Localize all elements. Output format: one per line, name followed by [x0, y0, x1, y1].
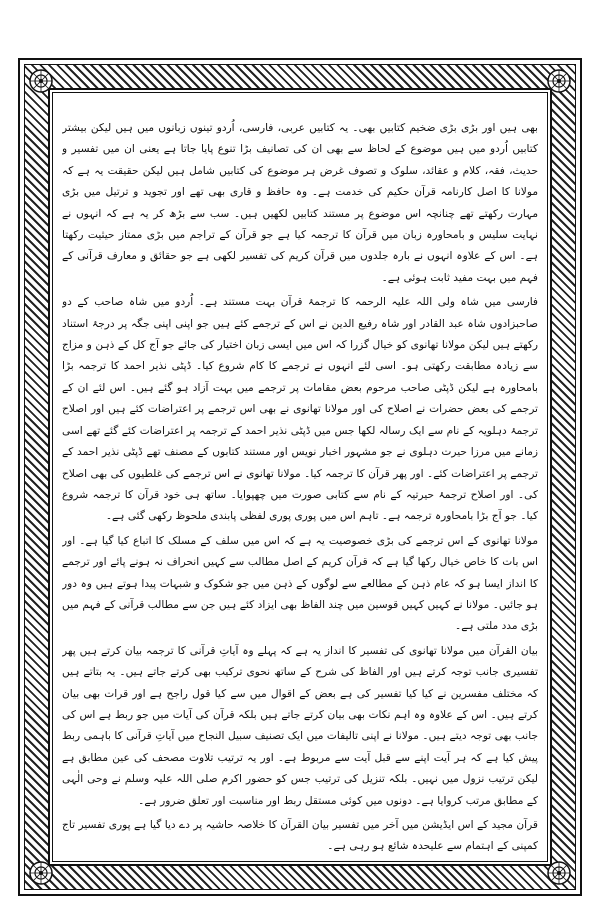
urdu-text-body [62, 118, 538, 858]
paragraph: بیان القرآن میں مولانا تھانوی کی تفسیر کا انداز یہ ہے کہ پہلے وہ آیاتِ قرآنی کا ترجمہ بیان کرتے ہیں پھر تفسیری جانب توجہ کرتے ہیں اور الفاظ کی شرح کے ساتھ نحوی ترکیب بھی کرتے جاتے ہیں۔ یہ بتاتے ہیں کہ مختلف مفسرین نے کیا کیا تفسیر کی ہے بعض کے اقوال میں سے کیا قول راجح ہے اور قرات بھی بیان کرتے ہیں۔ اس کے علاوہ وہ اہم نکات بھی بیان کرتے جاتے ہیں بلکہ قرآن کی آیات میں جو ربط ہے اس کی جانب بھی توجہ دیتے ہیں۔ مولانا نے اپنی تالیفات میں ایک تصنیف سبیل النجاح میں آیاتِ قرآنی کا باہمی ربط پیش کیا ہے کہ ہر آیت اپنے سے قبل آیت سے مربوط ہے۔ اور یہ ترتیب تلاوت مصحف کی عین مطابق ہے لیکن ترتیب نزول میں نہیں۔ بلکہ تنزیل کی ترتیب جس کو حضور اکرم صلی اللہ علیہ وسلم نے وحی الٰہی کے مطابق مرتب کروایا ہے۔ دونوں میں کوئی مستقل ربط اور مناسبت اور تعلق ضرور ہے۔ [62, 644, 538, 807]
paragraph: بھی ہیں اور بڑی بڑی ضخیم کتابیں بھی۔ یہ کتابیں عربی، فارسی، اُردو تینوں زبانوں میں ہیں لیکن بیشتر کتابیں اُردو میں ہیں موضوع کے لحاظ سے بھی ان کی تصانیف بڑا تنوع پایا جاتا ہے یعنی ان میں تفسیر و حدیث، فقہ، کلام و عقائد، سلوک و تصوف غرض ہر موضوع کی کتابیں شامل ہیں لیکن حقیقت یہ ہے کہ مولانا کا اصل کارنامہ قرآن حکیم کی خدمت ہے۔ وہ حافظ و قاری بھی تھے اور تجوید و ترتیل میں بڑی مہارت رکھتے تھے چنانچہ اس موضوع پر مستند کتابیں لکھیں ہیں۔ سب سے بڑھ کر یہ ہے کہ انہوں نے نہایت سلیس و بامحاورہ زبان میں قرآن کا ترجمہ کیا ہے جو قرآن کے تراجم میں بڑی ممتاز حیثیت رکھتا ہے۔ اس کے علاوہ انہوں نے بارہ جلدوں میں قرآن کریم کی تفسیر لکھی ہے جو حقائق و معارف قرآنی کے فہم میں بہت مفید ثابت ہوئی ہے۔ [62, 122, 538, 284]
paragraph: مولانا تھانوی کے اس ترجمے کی بڑی خصوصیت یہ ہے کہ اس میں سلف کے مسلک کا اتباع کیا گیا ہے۔ اور اس بات کا خاص خیال رکھا گیا ہے کہ قرآن کریم کے اصل مطالب سے کہیں انحراف نہ ہونے پائے اور ترجمے کا انداز ایسا ہو کہ عام ذہن کے مطالعے سے لوگوں کے ذہن میں جو شکوک و شبہات پیدا ہوتے ہیں وہ دور ہو جائیں۔ مولانا نے کہیں کہیں قوسین میں چند الفاظ بھی ایزاد کئے ہیں جن سے مطالب قرآنی کے فہم میں بڑی مدد ملتی ہے۔ [62, 534, 538, 633]
paragraph: قرآن مجید کے اس ایڈیشن میں آخر میں تفسیر بیان القرآن کا خلاصہ حاشیہ پر دے دیا گیا ہے پوری تفسیر تاج کمپنی کے اہتمام سے علیحدہ شائع ہو رہی ہے۔ [62, 819, 538, 853]
paragraph: فارسی میں شاہ ولی اللہ علیہ الرحمہ کا ترجمۂ قرآن بہت مستند ہے۔ اُردو میں شاہ صاحب کے دو صاحبزادوں شاہ عبد القادر اور شاہ رفیع الدین نے اس کے ترجمے کئے ہیں جو اپنی اپنی جگہ پر درجۂ استناد رکھتے ہیں لیکن مولانا تھانوی کو خیال گزرا کہ اس میں ایسی زبان اختیار کی جائے جو آج کل کے ذہن و مزاج سے زیادہ مطابقت رکھتی ہو۔ اسی لئے انہوں نے ترجمے کا کام شروع کیا۔ ڈپٹی نذیر احمد کا ترجمہ بڑا بامحاورہ ہے لیکن ڈپٹی صاحب مرحوم بعض مقامات پر ترجمے میں بہت آزاد ہو گئے ہیں۔ اس لئے ان کے ترجمے کی بعض حضرات نے اصلاح کی اور مولانا تھانوی نے بھی اس ترجمے پر اعتراضات کئے ہیں اور اصلاح ترجمۂ دہلویہ کے نام سے ایک رسالہ لکھا جس میں ڈپٹی نذیر احمد کے ترجمہ پر اعتراضات کئے گئے تھے اسی زمانے میں مرزا حیرت دہلوی نے جو مشہور اخبار نویس اور مستند کتابوں کے مصنف تھے ڈپٹی نذیر احمد کے ترجمے پر اعتراضات کئے۔ اور پھر قرآن کا ترجمہ کیا۔ مولانا تھانوی نے اس ترجمے کی غلطیوں کی بھی اصلاح کی۔ اور اصلاح ترجمۂ حیرتیہ کے نام سے کتابی صورت میں چھپوایا۔ ساتھ ہی خود قرآن کا ترجمہ شروع کیا۔ جو آج بڑا بامحاورہ ترجمہ ہے۔ تاہم اس میں پوری پوری لفظی پابندی ملحوظ رکھی گئی ہے۔ [62, 296, 538, 523]
